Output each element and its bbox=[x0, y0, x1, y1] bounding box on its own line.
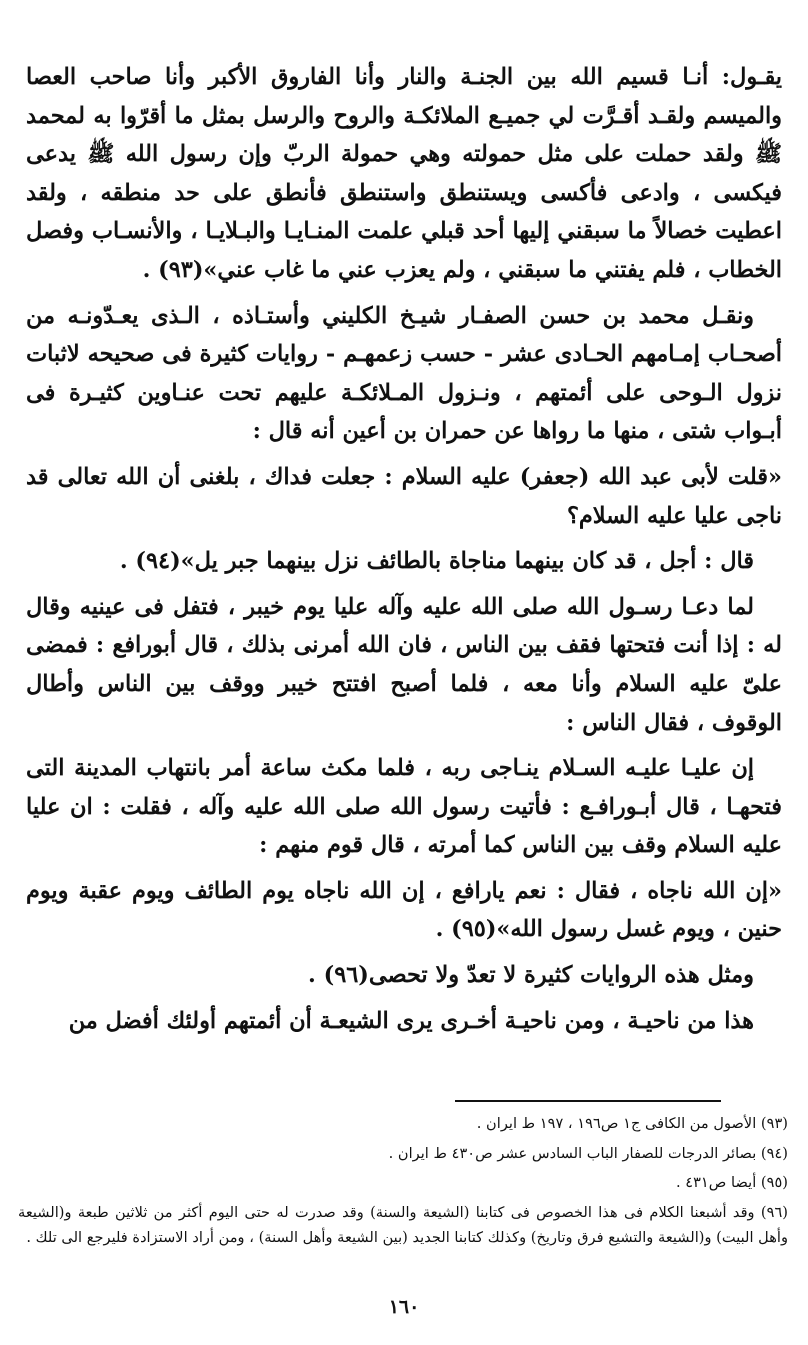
paragraph-humran-answer: قال : أجل ، قد كان بينهما مناجاة بالطائف نزل بينهما جبر يل»(٩٤) . bbox=[119, 548, 754, 575]
paragraph-khaybar: لما دعـا رسـول الله صلى الله عليه وآله عليا يوم خيبر ، فتفل فى عينيه وقال له : إذا أنت فتحتها فقف بين الناس ، فان الله أمرنى بذلك ، قال أبورافع : فمضى علىّ عليه السلام وأنا معه ، فلما أصبح افتتح خيبر ووقف بين الناس وأطال الوقوف ، فقال الناس : bbox=[26, 593, 782, 736]
paragraph-allah-najah: «إن الله ناجاه ، فقال : نعم يارافع ، إن الله ناجاه يوم الطائف ويوم عقبة ويوم حنين ، ويوم غسل رسول الله»(٩٥) . bbox=[26, 877, 782, 943]
footnote-94: (٩٤) بصائر الدرجات للصفار الباب السادس عشر ص٤٣٠ ط ايران . bbox=[388, 1144, 788, 1162]
main-text bbox=[26, 58, 782, 1040]
paragraph-humran-question: «قلت لأبى عبد الله (جعفر) عليه السلام : جعلت فداك ، بلغنى أن الله تعالى قد ناجى عليا عليه السلام؟ bbox=[26, 463, 782, 529]
footnote-96: (٩٦) وقد أشبعنا الكلام فى هذا الخصوص فى كتابنا (الشيعة والسنة) وقد صدرت له حتى اليوم أكثر من ثلاثين طبعة و(الشيعة وأهل البيت) و(الشيعة والتشيع فرق وتاريخ) وكذلك كتابنا الجديد (بين الشيعة وأهل السنة) ، ومن أراد الاستزادة فليرجع الى تلك . bbox=[18, 1203, 788, 1247]
footnotes bbox=[18, 1111, 788, 1255]
page-number: ١٦٠ bbox=[388, 1296, 420, 1318]
footnote-93: (٩٣) الأصول من الكافى ج١ ص١٩٦ ، ١٩٧ ط ايران . bbox=[476, 1115, 788, 1132]
paragraph-other-side: هذا من ناحيـة ، ومن ناحيـة أخـرى يرى الشيعـة أن أئمتهم أولئك أفضل من bbox=[68, 1007, 754, 1034]
paragraph-abu-rafi: إن عليـا عليـه السـلام ينـاجى ربه ، فلما مكث ساعة أمر بانتهاب المدينة التى فتحهـا ، قال أبـورافـع : فأتيت رسول الله صلى الله عليه وآله ، فقلت : ان عليا عليه السلام وقف بين الناس كما أمرته ، قال قوم منهم : bbox=[26, 755, 782, 859]
footnotes-divider bbox=[455, 1100, 721, 1102]
paragraph-quote-continuation: يقـول: أنـا قسيم الله بين الجنـة والنار وأنا الفاروق الأكبر وأنا صاحب العصا والميسم ولقـد أقـرَّت لي جميـع الملائكـة والروح والرسل بمثل ما أقرّوا به لمحمد ﷺ ولقد حملت على مثل حمولته وهي حمولة الربّ وإن رسول الله ﷺ يدعى فيكسى ، وادعى فأكسى ويستنطق واستنطق فأنطق على حد منطقه ، ولقد اعطيت خصالاً ما سبقني إليها أحد قبلي علمت المنـايـا والبـلايـا ، والأنسـاب وفصل الخطاب ، فلم يفتني ما سبقني ، ولم يعزب عني ما غاب عني»(٩٣) . bbox=[26, 64, 782, 283]
paragraph-saffar-narration: ونقـل محمد بن حسن الصفـار شيـخ الكليني وأستـاذه ، الـذى يعـدّونـه من أصحـاب إمـامهم الحـادى عشر - حسب زعمهـم - روايات كثيرة فى صحيحه لاثبات نزول الـوحى على أئمتهم ، ونـزول المـلائكـة عليهم تحت عنـاوين كثيـرة فى أبـواب شتى ، منها ما رواها عن حمران بن أعين أنه قال : bbox=[26, 302, 782, 445]
footnote-95: (٩٥) أيضا ص٤٣١ . bbox=[675, 1174, 788, 1192]
paragraph-many-narrations: ومثل هذه الروايات كثيرة لا تعدّ ولا تحصى(٩٦) . bbox=[308, 962, 754, 989]
